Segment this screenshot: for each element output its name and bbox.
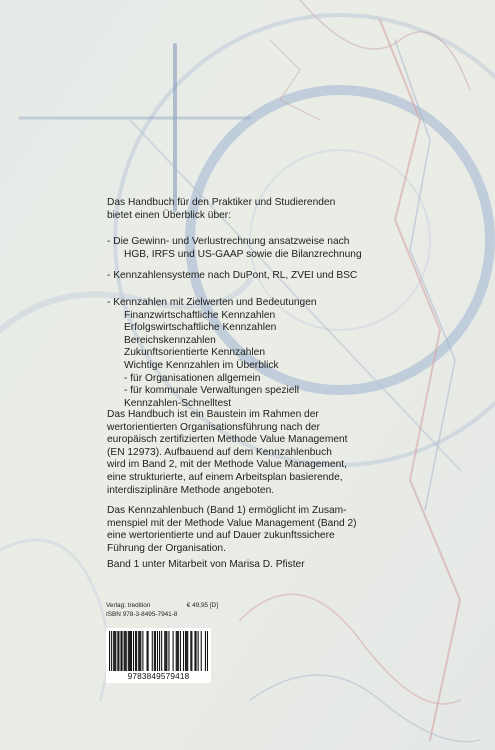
intro-line: Das Handbuch für den Praktiker und Studierenden: [107, 197, 336, 208]
list-item: Finanzwirtschaftliche Kennzahlen: [124, 309, 276, 321]
list-item: Erfolgswirtschaftliche Kennzahlen: [124, 322, 277, 334]
paragraph-line: Führung der Organisation.: [107, 542, 226, 554]
list-item: Wichtige Kennzahlen im Überblick: [124, 359, 279, 371]
bullet-systems: [107, 270, 487, 283]
paragraph-line: Das Kennzahlenbuch (Band 1) ermöglicht im Zusam-: [107, 505, 347, 516]
paragraph-line: europäisch zertifizierten Methode Value Management: [107, 434, 348, 446]
paragraph-band1: [107, 505, 487, 555]
barcode-digits: 9783849579418: [127, 672, 190, 681]
barcode-box: [106, 628, 211, 683]
bullet-head: - Kennzahlen mit Zielwerten und Bedeutungen: [107, 297, 317, 308]
bullet-line: - Die Gewinn- und Verlustrechnung ansatzweise nach: [107, 236, 350, 247]
paragraph-line: menspiel mit der Methode Value Management (Band 2): [107, 517, 357, 529]
paragraph-line: eine strukturierte, auf einem Arbeitsplan basierende,: [107, 471, 343, 483]
list-subitem: - für Organisationen allgemein: [124, 372, 261, 384]
list-item: Kennzahlen-Schnelltest: [124, 397, 232, 409]
price: € 49,95 [D]: [186, 602, 218, 609]
publisher-name: Verlag: tredition: [106, 602, 151, 609]
intro-text: [107, 197, 487, 222]
intro-line: bietet einen Überblick über:: [107, 209, 232, 221]
paragraph-line: Das Handbuch ist ein Baustein im Rahmen der: [107, 409, 319, 420]
list-item: Bereichskennzahlen: [124, 334, 216, 346]
bullet-kennzahlen: [107, 297, 487, 410]
paragraph-line: interdisziplinäre Methode angeboten.: [107, 484, 275, 496]
paragraph-line: eine wertorientierte und auf Dauer zukunftssichere: [107, 530, 335, 542]
bullet-gv: [107, 236, 487, 261]
credit-line: Band 1 unter Mitarbeit von Marisa D. Pfister: [107, 559, 305, 570]
paragraph-line: wird im Band 2, mit der Methode Value Management,: [107, 459, 347, 471]
bullet-line: - Kennzahlensysteme nach DuPont, RL, ZVEI und BSC: [107, 270, 358, 281]
isbn: ISBN 978-3-8495-7941-8: [106, 611, 178, 618]
paragraph-baustein: [107, 409, 487, 497]
paragraph-line: (EN 12973). Aufbauend auf dem Kennzahlenbuch: [107, 446, 332, 458]
barcode-bars: [109, 631, 208, 671]
paragraph-credit: [107, 559, 487, 572]
list-item: Zukunftsorientierte Kennzahlen: [124, 347, 266, 359]
list-subitem: - für kommunale Verwaltungen speziell: [124, 385, 299, 397]
publisher-info: [106, 601, 218, 619]
paragraph-line: wertorientierten Organisationsführung nach der: [107, 421, 320, 433]
bullet-line: HGB, IRFS und US-GAAP sowie die Bilanzrechnung: [124, 248, 362, 260]
